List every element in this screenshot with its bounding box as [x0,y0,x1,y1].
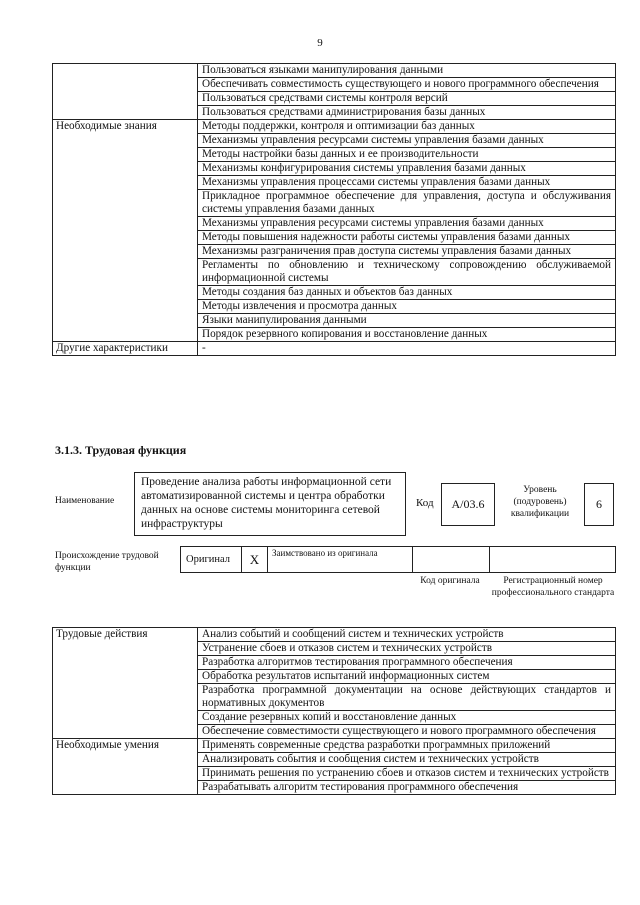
list-item: Механизмы разграничения прав доступа системы управления базами данных [198,245,616,259]
skills-knowledge-table [52,63,616,356]
list-item: Создание резервных копий и восстановление данных [198,711,616,725]
list-item: Механизмы управления ресурсами системы управления базами данных [198,217,616,231]
code-box [441,483,495,526]
list-item: Механизмы управления ресурсами системы управления базами данных [198,134,616,148]
list-item: Методы повышения надежности работы системы управления базами данных [198,231,616,245]
origin-label: Происхождение трудовой функции [55,551,159,573]
list-item: - [198,342,616,356]
row-label: Необходимые умения [53,739,198,795]
code-label: Код [416,497,434,509]
origin-original: Оригинал [181,547,242,572]
list-item: Устранение сбоев и отказов систем и технических устройств [198,642,616,656]
list-item: Методы создания баз данных и объектов баз данных [198,286,616,300]
list-item: Применять современные средства разработки программных приложений [198,739,616,753]
list-item: Анализировать события и сообщения систем и технических устройств [198,753,616,767]
function-name-box [134,472,406,536]
level-label: Уровень (подуровень) квалификации [510,485,570,519]
list-item: Механизмы управления процессами системы управления базами данных [198,176,616,190]
section-title: 3.1.3. Трудовая функция [55,443,187,457]
labor-actions-table [52,627,616,795]
caption-code: Код оригинала [420,576,480,586]
row-label: Необходимые знания [53,120,198,342]
list-item: Пользоваться средствами администрирования базы данных [198,106,616,120]
list-item: Регламенты по обновлению и техническому сопровождению обслуживаемой информационной системы [198,259,616,286]
table-row [53,120,616,134]
origin-row [180,546,616,573]
list-item: Пользоваться языками манипулирования данными [198,64,616,78]
function-name: Проведение анализа работы информационной сети автоматизированной системы и центра обработки данных на основе системы мониторинга сетевой инфраструктуры [141,476,392,530]
origin-reg-cell [490,547,615,572]
origin-borrowed: Заимствовано из оригинала [268,547,413,572]
origin-mark: X [242,547,268,572]
table-row [53,628,616,642]
list-item: Пользоваться средствами системы контроля версий [198,92,616,106]
list-item: Методы поддержки, контроля и оптимизации баз данных [198,120,616,134]
page-number: 9 [317,37,323,49]
list-item: Анализ событий и сообщений систем и технических устройств [198,628,616,642]
origin-code-cell [413,547,490,572]
list-item: Разрабатывать алгоритм тестирования программного обеспечения [198,781,616,795]
level-box [584,483,614,526]
list-item: Языки манипулирования данными [198,314,616,328]
list-item: Методы настройки базы данных и ее производительности [198,148,616,162]
caption-reg: Регистрационный номер профессионального стандарта [491,576,615,598]
list-item: Принимать решения по устранению сбоев и отказов систем и технических устройств [198,767,616,781]
table-row [53,342,616,356]
list-item: Разработка программной документации на основе действующих стандартов и нормативных документов [198,684,616,711]
list-item: Порядок резервного копирования и восстановление данных [198,328,616,342]
code-value: А/03.6 [451,497,485,511]
row-label [53,64,198,120]
row-label: Трудовые действия [53,628,198,739]
list-item: Методы извлечения и просмотра данных [198,300,616,314]
list-item: Разработка алгоритмов тестирования программного обеспечения [198,656,616,670]
table-row [53,64,616,78]
list-item: Обеспечение совместимости существующего и нового программного обеспечения [198,725,616,739]
list-item: Обработка результатов испытаний информационных систем [198,670,616,684]
table-row [53,739,616,753]
list-item: Обеспечивать совместимость существующего и нового программного обеспечения [198,78,616,92]
level-value: 6 [596,497,602,511]
name-label: Наименование [55,496,115,506]
list-item: Механизмы конфигурирования системы управления базами данных [198,162,616,176]
list-item: Прикладное программное обеспечение для управления, доступа и обслуживания системы управления базами данных [198,190,616,217]
row-label: Другие характеристики [53,342,198,356]
